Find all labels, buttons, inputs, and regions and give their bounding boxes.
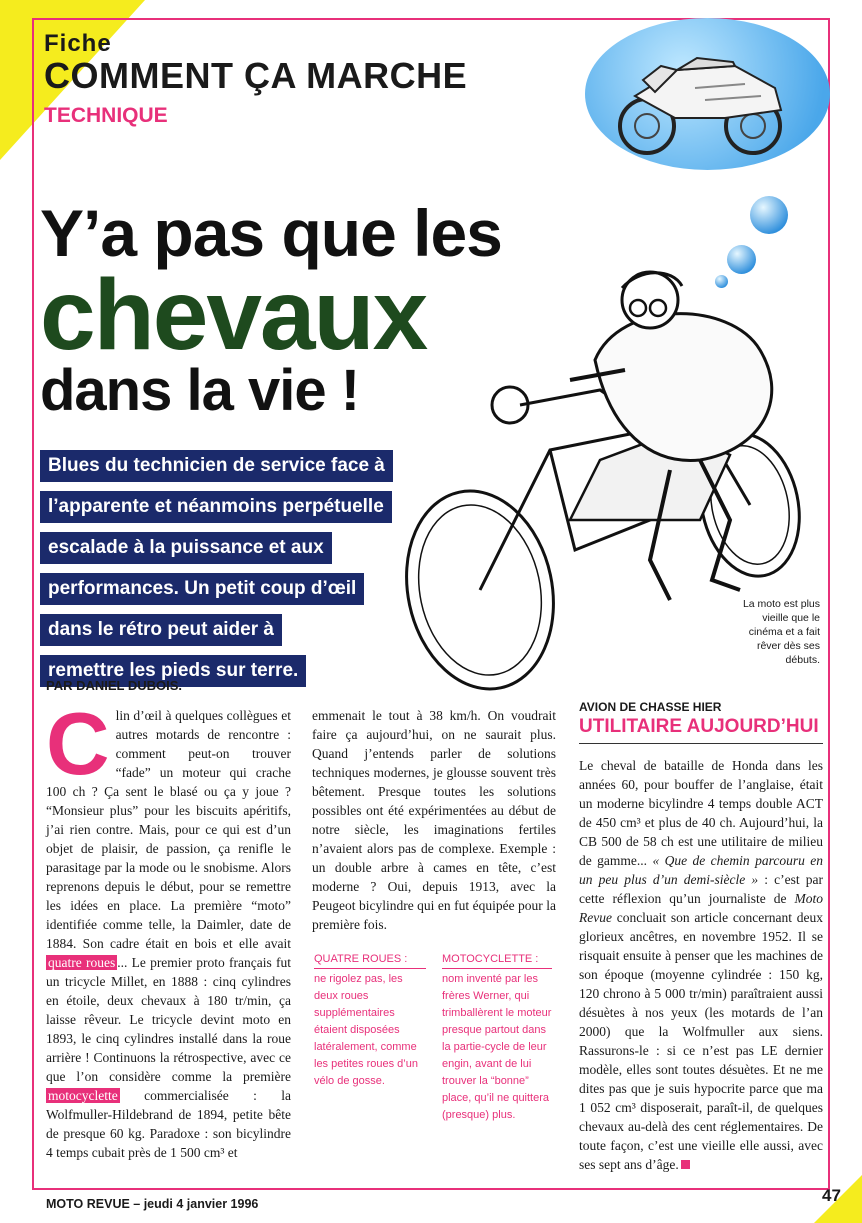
highlight-quatre-roues: quatre roues	[48, 955, 116, 970]
glossary-definition: nom inventé par les frères Werner, qui trimballèrent le moteur presque partout dans la partie-cycle de leur engin, avant de lui trouver la “bonne” place, qu’il ne quittera (presque) plus.	[442, 973, 552, 1121]
article-text: commercialisée : la Wolfmuller-Hildebrand de 1894, petite bête de presque 60 kg. Paradoxe : son bicylindre 4 temps cubait près de 1 500 cm³ et	[46, 1088, 291, 1160]
deck-line: Blues du technicien de service face à	[40, 450, 393, 482]
highlight-motocyclette: motocyclette	[48, 1088, 118, 1103]
sidebar-kicker: AVION DE CHASSE HIER	[579, 700, 722, 714]
article-text: ... Le premier proto français fut un tricycle Millet, en 1888 : cinq cylindres en étoile, deux chevaux à 180 tr/min, ça laisse rêveur. Le tricycle devint moto en 1893, le cinq cylindres installé dans la roue arrière ! Continuons la rétrospective, avec ce que l’on considère comme la première	[46, 955, 291, 1084]
thought-bubble-dot-large	[750, 196, 788, 234]
headline-line-1: Y’a pas que les	[40, 196, 502, 270]
thought-bubble-sportbike	[585, 18, 830, 170]
glossary-term: MOTOCYCLETTE :	[442, 951, 552, 969]
deck-line: dans le rétro peut aider à	[40, 614, 282, 646]
article-column-2	[312, 706, 556, 934]
page-number: 47	[822, 1186, 841, 1205]
footer-issue: MOTO REVUE – jeudi 4 janvier 1996	[46, 1197, 259, 1211]
deck-line: l’apparente et néanmoins perpétuelle	[40, 491, 392, 523]
sidebar-column	[579, 756, 823, 1174]
section-kicker-fiche: Fiche	[44, 30, 112, 57]
end-mark	[681, 1160, 690, 1169]
sportbike-illustration	[585, 18, 830, 170]
section-kicker-comment: COMMENT ÇA MARCHE	[44, 55, 468, 96]
section-kicker-technique: TECHNIQUE	[44, 104, 168, 127]
magazine-name: Moto Revue	[579, 891, 823, 925]
deck-block	[40, 450, 440, 696]
dropcap: C	[46, 694, 110, 793]
deck-line: escalade à la puissance et aux	[40, 532, 332, 564]
sidebar-title: UTILITAIRE AUJOURD’HUI	[579, 716, 819, 737]
deck-line: remettre les pieds sur terre.	[40, 655, 306, 687]
glossary-term: QUATRE ROUES :	[314, 951, 426, 969]
sidebar-rule	[579, 743, 823, 744]
article-text: emmenait le tout à 38 km/h. On voudrait faire ça aujourd’hui, on ne saurait plus. Quand j’entends parler de solutions techniques modernes, je glousse souvent très bêtement. Presque toutes les solutions possibles ont été expérimentées au début de notre siècle, les imaginations fertiles n’avaient alors pas de complexe. Exemple : un double arbre à cames en tête, c’est moderne ? Oui, depuis 1913, avec la Peugeot bicylindre qui en fut équipée pour la première fois.	[312, 708, 556, 932]
deck-line: performances. Un petit coup d’œil	[40, 573, 364, 605]
byline: PAR DANIEL DUBOIS.	[46, 678, 183, 693]
headline-line-2: chevaux	[40, 259, 427, 371]
glossary-motocyclette	[442, 951, 552, 1124]
glossary-quatre-roues	[314, 951, 426, 1090]
headline-line-3: dans la vie !	[40, 358, 360, 423]
illustration-caption: La moto est plus vieille que le cinéma et a fait rêver dès ses débuts.	[742, 598, 820, 666]
article-text: lin d’œil à quelques collègues et autres motards de rencontre : comment peut-on trouver “fade” un moteur qui crache 100 ch ? Ça sent le blasé ou ça y joue ? “Monsieur plus” pour les biscuits apéritifs, j’ai rien contre. Mais, pour ce qui est d’un objet de plaisir, de passion, ça renifle le parasitage par la mode ou le snobisme. Alors reprenons depuis le début, pour se remettre les idées en place. La première “moto” identifiée comme telle, la Daimler, date de 1884. Son cadre était en bois et elle avait	[46, 708, 291, 951]
sidebar-text: Le cheval de bataille de Honda dans les années 60, pour bouffer de l’anglaise, était un moderne bicylindre 4 temps double ACT de 450 cm³ et plus de 40 ch. Aujourd’hui, la CB 500 de 58 ch est une utilitaire de milieu de gamme...	[579, 758, 823, 868]
sidebar-text: concluait son article concernant deux glorieux ancêtres, en novembre 1952. Il se risquait ensuite à penser que les machines de son époque (moyenne cylindrée : 150 kg, 120 chrono à 5 000 tr/min) paraîtraient aussi désuètes à nos yeux (les motards de l’an 2000) que la Wolfmuller aux siens. Rassurons-le : si ce n’est pas LE dernier modèle, elles sont toutes désuètes. Et ne me dites pas que je suis hypocrite parce que ma 1 052 cm³ disposerait, paraît-il, de quelques chevaux au-delà des cent réglementaires. De toute façon, c’est une vieille elle aussi, avec ses sept ans d’âge.	[579, 910, 823, 1172]
sidebar-text: : c’est par cette réflexion qu’un journaliste de	[579, 872, 823, 906]
article-column-1	[46, 694, 291, 1162]
glossary-definition: ne rigolez pas, les deux roues supplémentaires étaient disposées latéralement, comme les petites roues d’un vélo de gosse.	[314, 973, 418, 1087]
sidebar-quote: « Que de chemin parcouru en un peu plus d’un demi-siècle »	[579, 853, 823, 887]
